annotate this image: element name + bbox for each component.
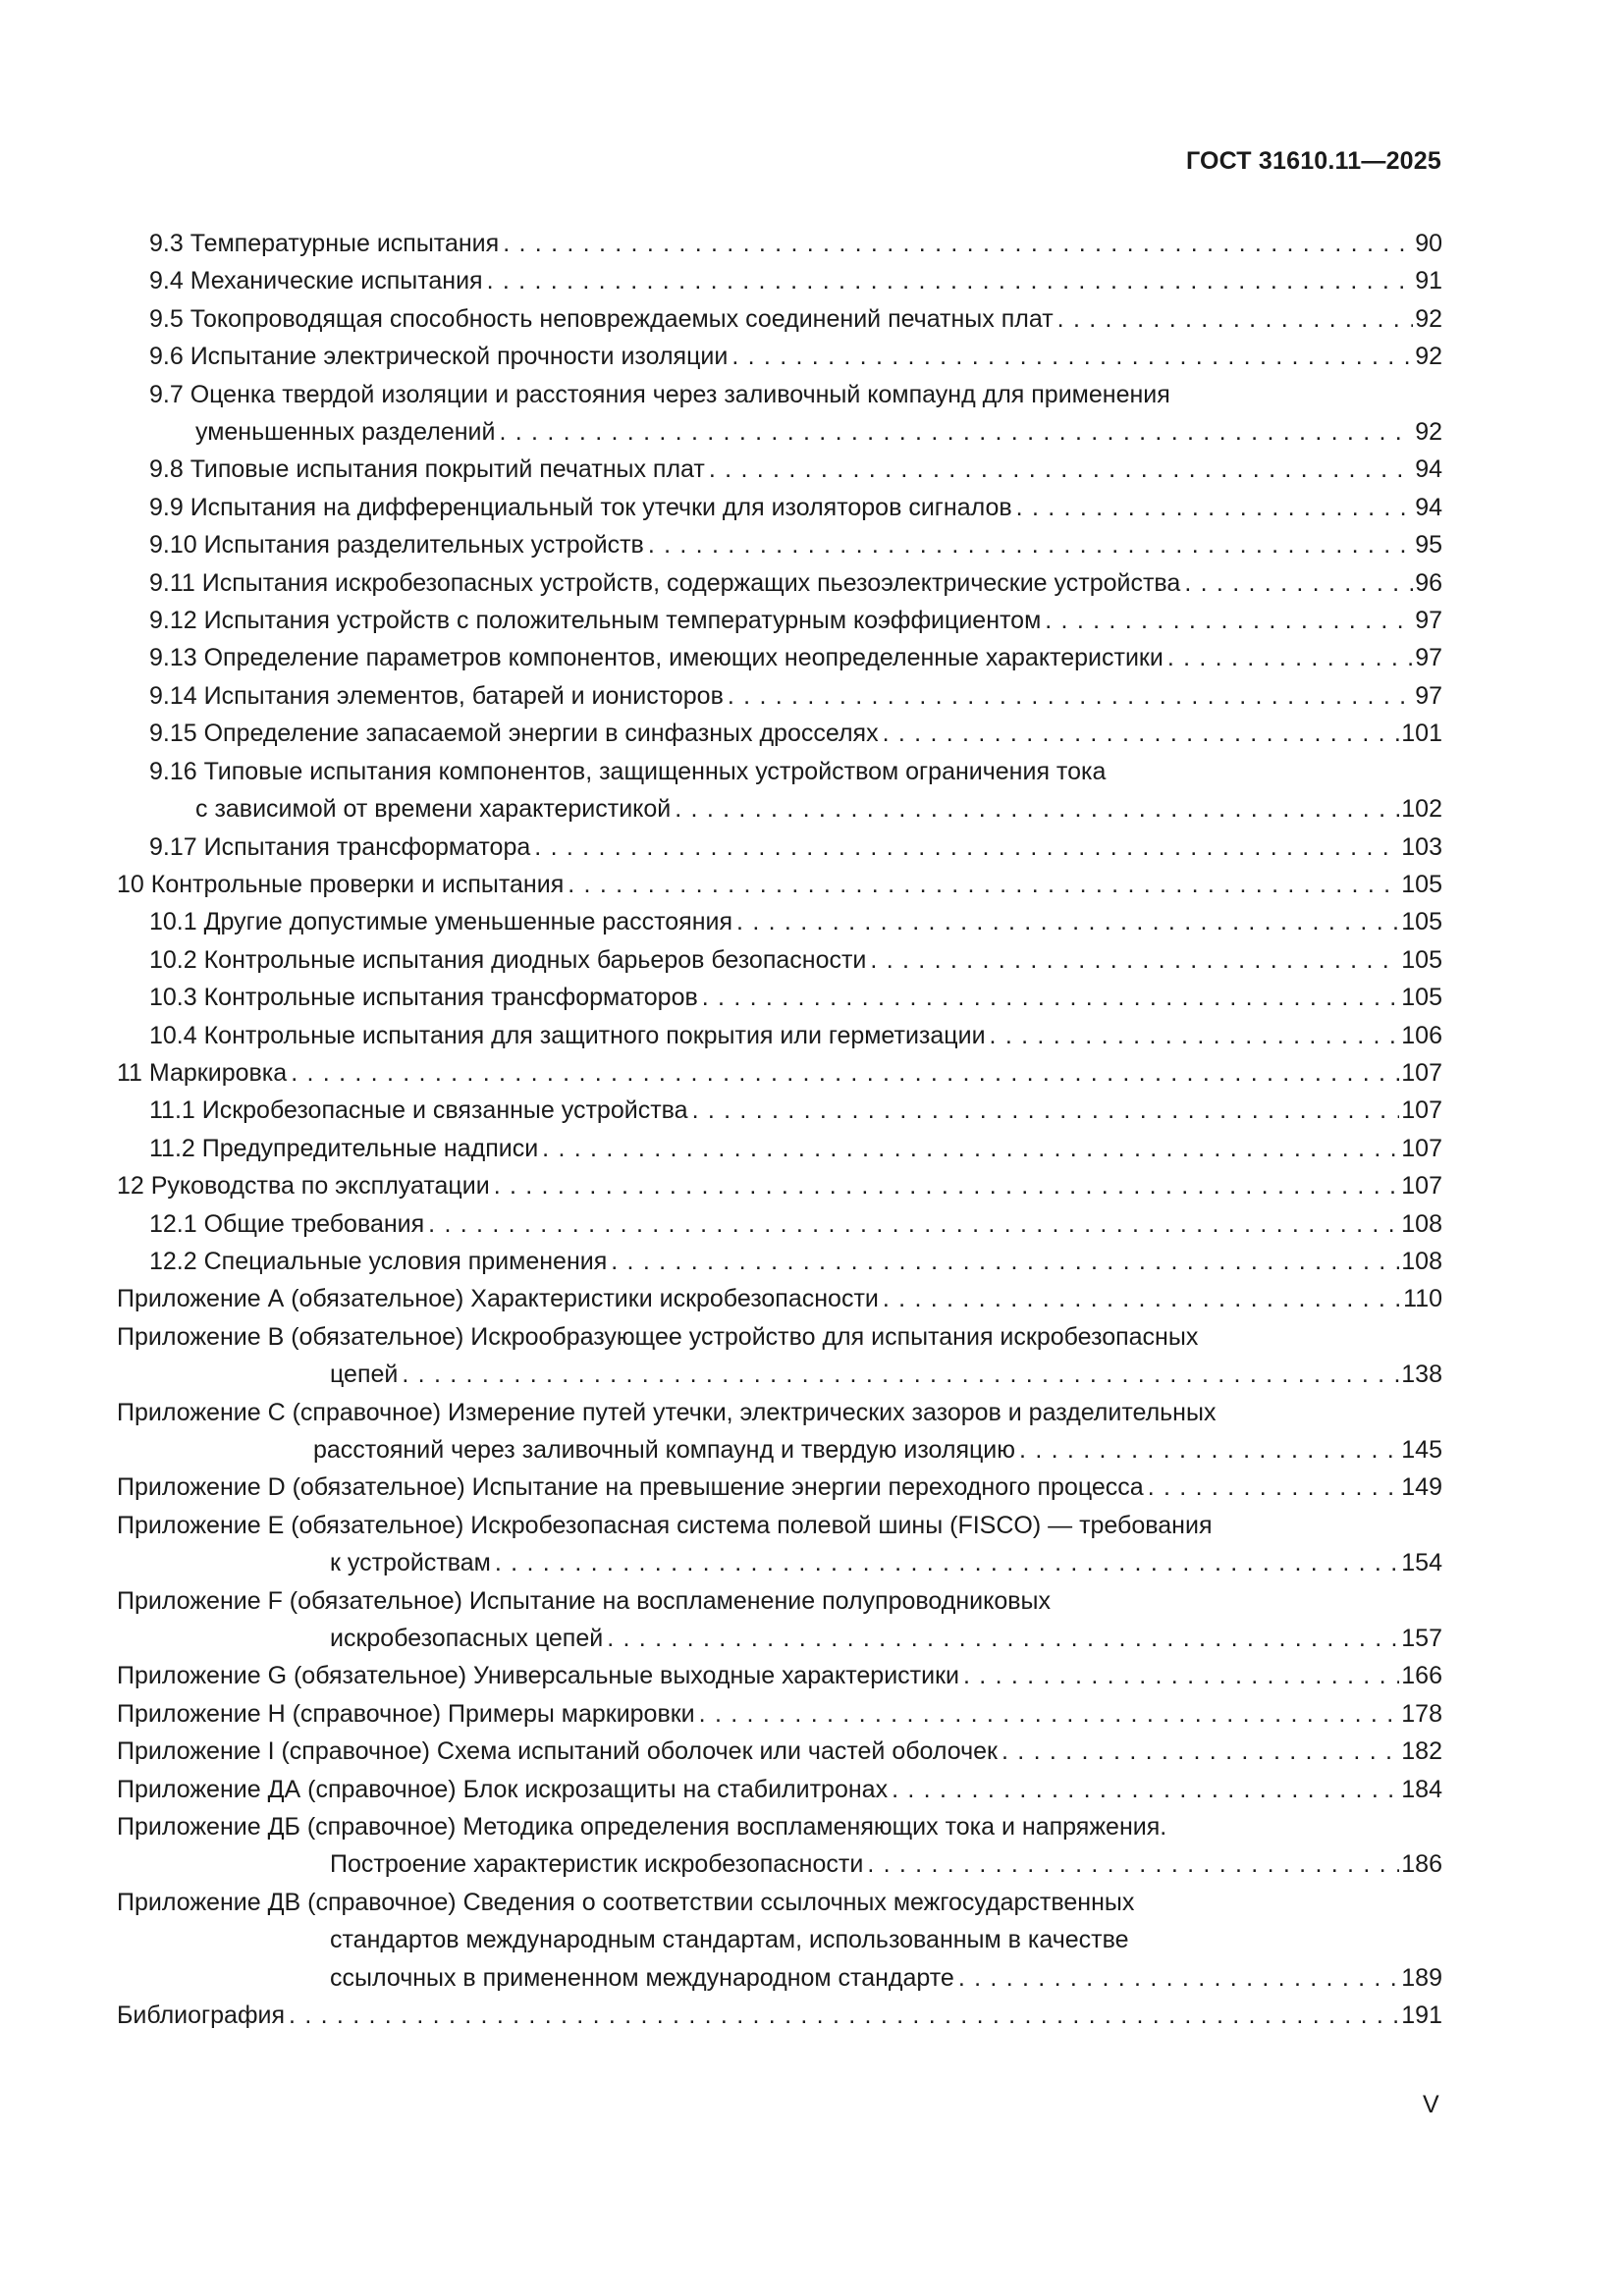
toc-page-number: 105 [1401, 870, 1442, 898]
toc-entry-title: Приложение F (обязательное) Испытание на воспламенение полупроводниковых [117, 1586, 1051, 1615]
toc-entry-title: 9.5 Токопроводящая способность неповреждаемых соединений печатных плат [149, 304, 1054, 333]
toc-page-number: 105 [1401, 945, 1442, 974]
toc-entry-title-continuation: стандартов международным стандартам, использованным в качестве [330, 1926, 1129, 1954]
toc-entry-title-continuation: искробезопасных цепей [330, 1625, 604, 1653]
toc-entry-title: Приложение I (справочное) Схема испытаний оболочек или частей оболочек [117, 1737, 998, 1766]
toc-entry[interactable] [117, 1243, 1442, 1280]
toc-page-number: 105 [1401, 908, 1442, 936]
toc-entry-title: 9.11 Испытания искробезопасных устройств, содержащих пьезоэлектрические устройства [149, 568, 1181, 597]
toc-page-number: 186 [1401, 1850, 1442, 1879]
toc-entry-title: Библиография [117, 2002, 286, 2030]
toc-entry-title: 9.4 Механические испытания [149, 267, 483, 295]
toc-page-number: 138 [1401, 1361, 1442, 1389]
dot-leader [1167, 639, 1413, 676]
dot-leader [692, 1092, 1400, 1129]
toc-entry[interactable] [117, 979, 1442, 1016]
toc-page-number: 108 [1401, 1209, 1442, 1238]
toc-entry-title: 11 Маркировка [117, 1058, 288, 1087]
toc-page-number: 178 [1401, 1699, 1442, 1728]
dot-leader [1045, 602, 1413, 639]
dot-leader [1184, 564, 1413, 602]
toc-entry[interactable] [117, 225, 1442, 262]
dot-leader [494, 1167, 1400, 1204]
toc-entry[interactable] [117, 1318, 1442, 1394]
document-header: ГОСТ 31610.11—2025 [1185, 147, 1441, 175]
toc-entry-title: Приложение ДА (справочное) Блок искрозащиты на стабилитронах [117, 1775, 889, 1803]
dot-leader [648, 526, 1413, 563]
toc-page-number: 106 [1401, 1021, 1442, 1049]
dot-leader [534, 828, 1399, 866]
toc-page-number: 107 [1401, 1058, 1442, 1087]
toc-entry[interactable] [117, 338, 1442, 375]
dot-leader [870, 941, 1399, 979]
toc-entry[interactable] [117, 1205, 1442, 1243]
toc-page-number: 191 [1401, 2002, 1442, 2030]
toc-entry[interactable] [117, 1017, 1442, 1054]
toc-entry[interactable] [117, 677, 1442, 715]
toc-page-number: 90 [1415, 230, 1442, 257]
dot-leader [611, 1243, 1399, 1280]
dot-leader [568, 866, 1399, 903]
toc-entry-title: 9.17 Испытания трансформатора [149, 832, 531, 861]
toc-entry[interactable] [117, 866, 1442, 903]
dot-leader [963, 1657, 1399, 1694]
toc-entry-title-continuation: ссылочных в примененном международном стандарте [330, 1963, 954, 1992]
toc-page-number: 95 [1415, 531, 1442, 560]
toc-page-number: 108 [1401, 1247, 1442, 1275]
dot-leader [542, 1130, 1399, 1167]
toc-entry[interactable] [117, 602, 1442, 639]
toc-entry[interactable] [117, 1394, 1442, 1469]
toc-entry[interactable] [117, 1997, 1442, 2034]
dot-leader [702, 979, 1400, 1016]
toc-entry-title: 9.15 Определение запасаемой энергии в синфазных дросселях [149, 720, 879, 748]
toc-entry-title-continuation: Построение характеристик искробезопасности [330, 1850, 864, 1879]
toc-entry-title: 12.1 Общие требования [149, 1209, 425, 1238]
toc-entry-title: 12 Руководства по эксплуатации [117, 1172, 490, 1201]
toc-entry[interactable] [117, 451, 1442, 488]
toc-page-number: 107 [1401, 1096, 1442, 1125]
toc-entry-title: 10.4 Контрольные испытания для защитного покрытия или герметизации [149, 1021, 986, 1049]
toc-entry-title: Приложение С (справочное) Измерение путей утечки, электрических зазоров и разделительных [117, 1398, 1217, 1426]
toc-page-number: 189 [1401, 1963, 1442, 1992]
toc-entry[interactable] [117, 1054, 1442, 1092]
toc-entry-title: Приложение ДБ (справочное) Методика определения воспламеняющих тока и напряжения. [117, 1813, 1167, 1842]
toc-entry[interactable] [117, 376, 1442, 452]
toc-entry[interactable] [117, 1167, 1442, 1204]
toc-page-number: 110 [1403, 1285, 1442, 1313]
toc-page-number: 94 [1415, 493, 1442, 521]
toc-entry[interactable] [117, 300, 1442, 338]
toc-entry-title: 10.3 Контрольные испытания трансформаторов [149, 984, 698, 1012]
toc-entry[interactable] [117, 1468, 1442, 1506]
toc-entry-title: 9.8 Типовые испытания покрытий печатных плат [149, 455, 705, 484]
dot-leader [499, 413, 1413, 451]
toc-entry-title: Приложение D (обязательное) Испытание на превышение энергии переходного процесса [117, 1473, 1144, 1502]
toc-entry-title: Приложение А (обязательное) Характеристики искробезопасности [117, 1285, 879, 1313]
toc-page-number: 92 [1415, 418, 1442, 447]
toc-page-number: 107 [1401, 1134, 1442, 1162]
toc-entry-title: Приложение G (обязательное) Универсальные выходные характеристики [117, 1662, 959, 1690]
dot-leader [402, 1356, 1399, 1393]
dot-leader [699, 1695, 1400, 1733]
dot-leader [731, 338, 1413, 375]
dot-leader [883, 1280, 1401, 1317]
toc-page-number: 97 [1415, 681, 1442, 710]
toc-entry[interactable] [117, 1130, 1442, 1167]
dot-leader [867, 1845, 1399, 1883]
dot-leader [1148, 1468, 1400, 1506]
toc-entry-title: 9.9 Испытания на дифференциальный ток утечки для изоляторов сигналов [149, 493, 1012, 521]
toc-page-number: 154 [1401, 1549, 1442, 1577]
dot-leader [958, 1959, 1399, 1997]
toc-entry[interactable] [117, 639, 1442, 676]
toc-entry-title: 9.16 Типовые испытания компонентов, защищенных устройством ограничения тока [149, 757, 1107, 785]
toc-entry-title: 10.1 Другие допустимые уменьшенные расстояния [149, 908, 733, 936]
toc-entry-title-continuation: к устройствам [330, 1549, 491, 1577]
toc-page-number: 145 [1401, 1436, 1442, 1464]
toc-entry[interactable] [117, 489, 1442, 526]
dot-leader [736, 903, 1399, 940]
dot-leader [607, 1620, 1399, 1657]
toc-page-number: 149 [1401, 1473, 1442, 1502]
toc-page-number: 105 [1401, 984, 1442, 1012]
toc-entry-title: 9.12 Испытания устройств с положительным температурным коэффициентом [149, 607, 1042, 635]
dot-leader [883, 715, 1400, 752]
dot-leader [487, 262, 1414, 299]
toc-page-number: 103 [1401, 832, 1442, 861]
dot-leader [289, 1997, 1399, 2034]
toc-page-number: 97 [1415, 607, 1442, 635]
toc-page-number: 91 [1415, 267, 1442, 295]
toc-page-number: 166 [1401, 1662, 1442, 1690]
toc-page-number: 94 [1415, 455, 1442, 484]
toc-entry-title: 9.10 Испытания разделительных устройств [149, 531, 644, 560]
toc-entry-title: 9.14 Испытания элементов, батарей и ионисторов [149, 681, 724, 710]
toc-entry-title: Приложение ДВ (справочное) Сведения о соответствии ссылочных межгосударственных [117, 1888, 1135, 1916]
toc-entry-title-continuation: цепей [330, 1361, 399, 1389]
toc-entry-title: 9.3 Температурные испытания [149, 230, 500, 257]
dot-leader [291, 1054, 1399, 1092]
toc-entry-title: 12.2 Специальные условия применения [149, 1247, 608, 1275]
dot-leader [495, 1544, 1399, 1581]
toc-entry-title: Приложение Н (справочное) Примеры маркировки [117, 1699, 695, 1728]
dot-leader [675, 790, 1399, 828]
dot-leader [1057, 300, 1414, 338]
dot-leader [709, 451, 1413, 488]
toc-page-number: 92 [1415, 343, 1442, 371]
toc-page-number: 157 [1401, 1625, 1442, 1653]
toc-entry-title: 11.1 Искробезопасные и связанные устройства [149, 1096, 688, 1125]
toc-entry-title-continuation: с зависимой от времени характеристикой [195, 795, 672, 824]
toc-entry[interactable] [117, 941, 1442, 979]
toc-entry[interactable] [117, 1280, 1442, 1317]
toc-entry-title: 9.13 Определение параметров компонентов, имеющих неопределенные характеристики [149, 644, 1164, 672]
toc-page-number: 184 [1401, 1775, 1442, 1803]
toc-entry-title: 11.2 Предупредительные надписи [149, 1134, 539, 1162]
dot-leader [503, 225, 1413, 262]
toc-entry[interactable] [117, 753, 1442, 828]
dot-leader [1016, 489, 1414, 526]
dot-leader [428, 1205, 1399, 1243]
dot-leader [990, 1017, 1400, 1054]
toc-entry[interactable] [117, 1507, 1442, 1582]
toc-entry-title-continuation: уменьшенных разделений [195, 418, 496, 447]
dot-leader [1001, 1733, 1399, 1770]
toc-entry-title: Приложение Е (обязательное) Искробезопасная система полевой шины (FISCO) — требования [117, 1511, 1213, 1539]
toc-page-number: 96 [1415, 568, 1442, 597]
toc-page-number: 182 [1401, 1737, 1442, 1766]
toc-page-number: 97 [1415, 644, 1442, 672]
toc-entry[interactable] [117, 1092, 1442, 1129]
toc-page-number: 107 [1401, 1172, 1442, 1201]
toc-entry[interactable] [117, 1695, 1442, 1733]
toc-entry[interactable] [117, 828, 1442, 866]
toc-entry[interactable] [117, 1582, 1442, 1658]
toc-entry[interactable] [117, 1808, 1442, 1884]
page-number: V [1423, 2091, 1439, 2118]
dot-leader [892, 1771, 1399, 1808]
toc-page-number: 101 [1401, 720, 1442, 748]
toc-entry[interactable] [117, 526, 1442, 563]
toc-entry-title: 10.2 Контрольные испытания диодных барьеров безопасности [149, 945, 867, 974]
dot-leader [1019, 1431, 1399, 1468]
toc-entry-title-continuation: расстояний через заливочный компаунд и твердую изоляцию [313, 1436, 1016, 1464]
toc-page-number: 92 [1415, 304, 1442, 333]
toc-entry-title: Приложение В (обязательное) Искрообразующее устройство для испытания искробезопасных [117, 1322, 1199, 1351]
toc-page-number: 102 [1401, 795, 1442, 824]
toc-entry[interactable] [117, 1884, 1442, 1997]
toc-entry[interactable] [117, 715, 1442, 752]
toc-entry[interactable] [117, 1733, 1442, 1770]
toc-entry[interactable] [117, 564, 1442, 602]
toc-entry[interactable] [117, 262, 1442, 299]
toc-entry-title: 9.7 Оценка твердой изоляции и расстояния через заливочный компаунд для применения [149, 380, 1170, 408]
dot-leader [728, 677, 1413, 715]
toc-entry-title: 9.6 Испытание электрической прочности изоляции [149, 343, 729, 371]
table-of-contents [117, 225, 1442, 2035]
toc-entry[interactable] [117, 1771, 1442, 1808]
toc-entry[interactable] [117, 1657, 1442, 1694]
toc-entry-title: 10 Контрольные проверки и испытания [117, 870, 565, 898]
toc-entry[interactable] [117, 903, 1442, 940]
